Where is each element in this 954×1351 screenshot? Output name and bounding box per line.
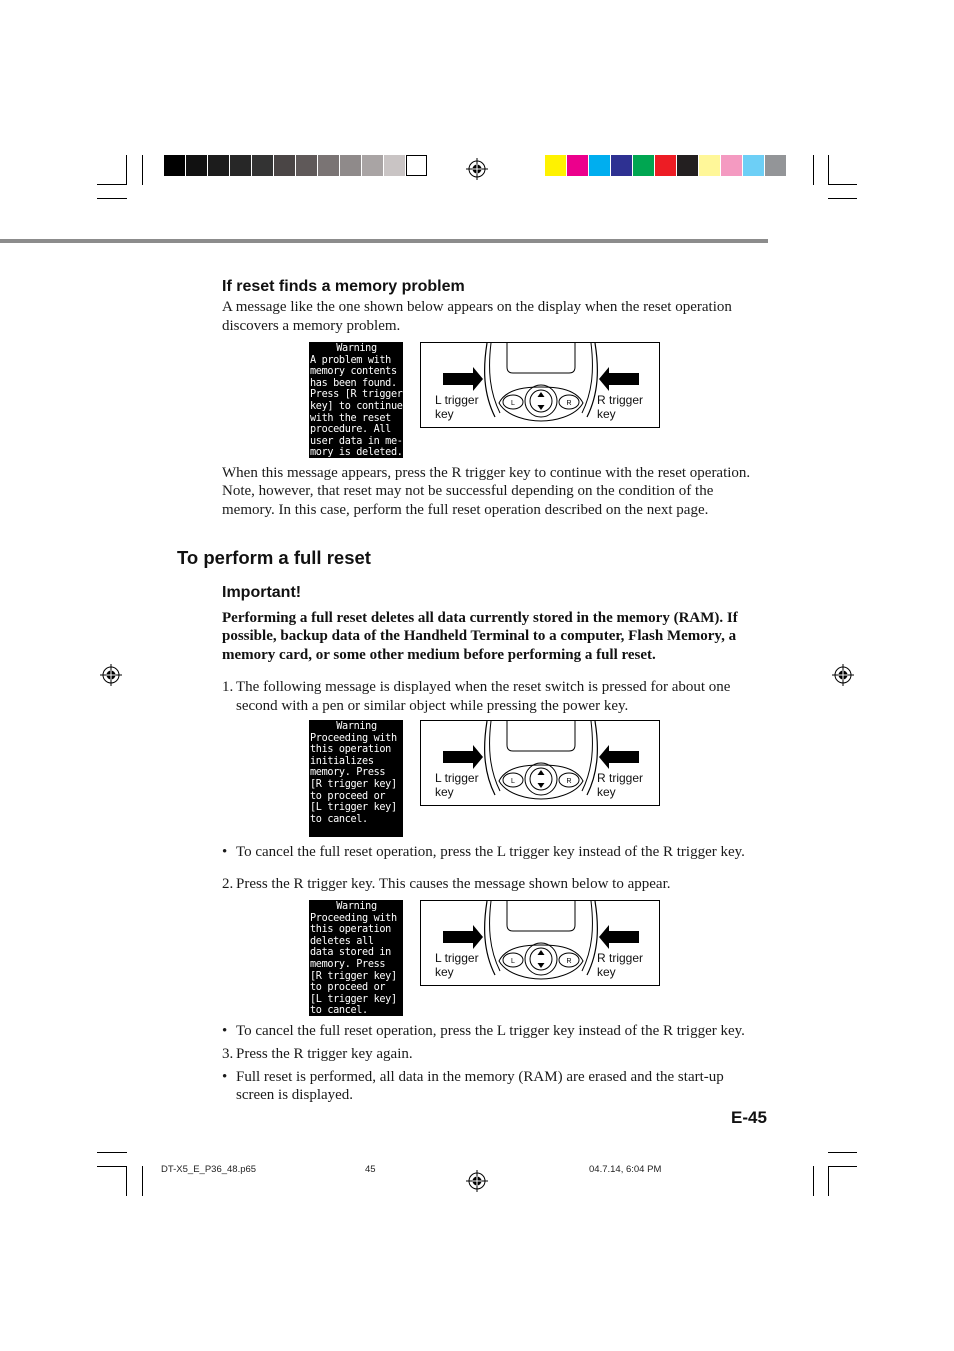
- important-text-line: possible, backup data of the Handheld Terminal to a computer, Flash Memory, a: [222, 628, 737, 644]
- registration-mark-icon: [466, 1170, 488, 1192]
- device-illustration: [420, 720, 660, 806]
- crop-mark: [828, 1166, 857, 1167]
- lcd-line: with the reset: [310, 412, 391, 424]
- color-swatch: [252, 155, 273, 176]
- paragraph-line: discovers a memory problem.: [222, 318, 401, 334]
- lcd-line: to proceed or: [310, 790, 386, 802]
- crop-mark: [828, 184, 857, 185]
- lcd-line: [R trigger key]: [310, 778, 397, 790]
- color-swatch: [611, 155, 632, 176]
- bullet-icon: •: [222, 844, 228, 860]
- crop-mark: [813, 1166, 814, 1196]
- step-number: 3.: [222, 1046, 234, 1062]
- section-heading-full-reset: To perform a full reset: [177, 547, 371, 568]
- lcd-line: [R trigger key]: [310, 970, 397, 982]
- color-swatch: [677, 155, 698, 176]
- paragraph-line: Note, however, that reset may not be successful depending on the condition of the: [222, 483, 714, 499]
- l-trigger-key-label: L trigger key: [435, 951, 479, 979]
- lcd-line: user data in me-: [310, 435, 403, 447]
- lcd-line: Warning: [336, 721, 377, 732]
- paragraph-line: When this message appears, press the R trigger key to continue with the reset operation.: [222, 465, 751, 481]
- bullet-icon: •: [222, 1069, 228, 1085]
- step-text-line: Press the R trigger key. This causes the message shown below to appear.: [236, 876, 671, 892]
- paragraph-line: memory. In this case, perform the full reset operation described on the next page.: [222, 502, 709, 518]
- color-swatch: [274, 155, 295, 176]
- registration-mark-icon: [832, 664, 854, 686]
- color-swatch: [340, 155, 361, 176]
- r-button-label: R: [566, 778, 572, 785]
- warning-message-display: [309, 900, 403, 1016]
- color-swatch: [765, 155, 786, 176]
- color-swatch: [633, 155, 654, 176]
- l-trigger-key-label: L trigger key: [435, 771, 479, 799]
- lcd-line: Press [R trigger: [310, 389, 403, 401]
- crop-mark: [126, 1166, 127, 1196]
- crop-mark: [828, 155, 829, 185]
- crop-mark: [828, 198, 857, 199]
- lcd-line: key] to continue: [310, 400, 403, 412]
- device-illustration: [420, 342, 660, 428]
- crop-mark: [828, 1166, 829, 1196]
- r-trigger-key-label: R trigger key: [597, 393, 644, 421]
- bullet-text: screen is displayed.: [236, 1087, 354, 1103]
- color-swatch: [655, 155, 676, 176]
- important-text-line: Performing a full reset deletes all data currently stored in the memory (RAM). If: [222, 610, 738, 626]
- footer-date: 04.7.14, 6:04 PM: [589, 1164, 662, 1175]
- warning-message-display: [309, 720, 403, 837]
- lcd-line: memory contents: [310, 366, 397, 378]
- lcd-line: Warning: [336, 901, 377, 912]
- l-button-label: L: [511, 958, 515, 965]
- header-rule: [0, 239, 768, 243]
- color-swatch: [208, 155, 229, 176]
- registration-mark-icon: [466, 158, 488, 180]
- lcd-line: to cancel.: [310, 813, 368, 825]
- bullet-text: To cancel the full reset operation, press the L trigger key instead of the R trigger key.: [236, 1023, 745, 1039]
- color-swatch: [721, 155, 742, 176]
- footer-page: 45: [365, 1164, 376, 1175]
- lcd-line: initializes: [310, 755, 374, 767]
- section-heading-memory-problem: If reset finds a memory problem: [222, 278, 465, 295]
- lcd-line: memory. Press: [310, 958, 386, 970]
- bullet-icon: •: [222, 1023, 228, 1039]
- color-swatch: [318, 155, 339, 176]
- r-trigger-key-label: R trigger key: [597, 771, 644, 799]
- color-swatch: [406, 155, 427, 176]
- crop-mark: [142, 155, 143, 185]
- lcd-line: memory. Press: [310, 767, 386, 779]
- color-swatch: [545, 155, 566, 176]
- lcd-line: to proceed or: [310, 982, 386, 994]
- lcd-line: procedure. All: [310, 424, 391, 436]
- lcd-line: this operation: [310, 744, 391, 756]
- l-button-label: L: [511, 778, 515, 785]
- color-swatch: [186, 155, 207, 176]
- device-illustration: [420, 900, 660, 986]
- bullet-text: To cancel the full reset operation, press the L trigger key instead of the R trigger key.: [236, 844, 745, 860]
- lcd-line: Warning: [336, 343, 377, 354]
- r-trigger-key-label: R trigger key: [597, 951, 644, 979]
- lcd-line: has been found.: [310, 377, 397, 389]
- crop-mark: [97, 1152, 127, 1153]
- page-number: E-45: [731, 1108, 767, 1127]
- lcd-line: Proceeding with: [310, 732, 397, 744]
- crop-mark: [828, 1152, 857, 1153]
- color-swatch: [567, 155, 588, 176]
- r-button-label: R: [566, 958, 572, 965]
- footer-filename: DT-X5_E_P36_48.p65: [161, 1164, 257, 1175]
- bullet-text: Full reset is performed, all data in the memory (RAM) are erased and the start-up: [236, 1069, 724, 1085]
- color-swatch: [230, 155, 251, 176]
- lcd-line: Proceeding with: [310, 912, 397, 924]
- crop-mark: [97, 1166, 127, 1167]
- step-text-line: The following message is displayed when the reset switch is pressed for about one: [236, 679, 731, 695]
- crop-mark: [813, 155, 814, 185]
- lcd-line: [L trigger key]: [310, 993, 397, 1005]
- warning-message-display: [309, 342, 403, 458]
- step-number: 1.: [222, 679, 234, 695]
- r-button-label: R: [566, 400, 572, 407]
- important-heading: Important!: [222, 584, 302, 601]
- l-trigger-key-label: L trigger key: [435, 393, 479, 421]
- color-swatch: [743, 155, 764, 176]
- color-swatch: [362, 155, 383, 176]
- step-text-line: second with a pen or similar object while pressing the power key.: [236, 698, 629, 714]
- lcd-line: to cancel.: [310, 1005, 368, 1016]
- step-text-line: Press the R trigger key again.: [236, 1046, 413, 1062]
- l-button-label: L: [511, 400, 515, 407]
- crop-mark: [126, 155, 127, 185]
- important-text-line: memory card, or some other medium before performing a full reset.: [222, 647, 656, 663]
- lcd-line: this operation: [310, 924, 391, 936]
- color-swatch: [384, 155, 405, 176]
- crop-mark: [97, 198, 127, 199]
- crop-mark: [97, 184, 127, 185]
- lcd-line: deletes all: [310, 935, 374, 947]
- step-number: 2.: [222, 876, 234, 892]
- color-swatch: [164, 155, 185, 176]
- paragraph-line: A message like the one shown below appears on the display when the reset operation: [222, 299, 732, 315]
- color-swatch: [589, 155, 610, 176]
- color-swatch: [699, 155, 720, 176]
- lcd-line: data stored in: [310, 947, 391, 959]
- crop-mark: [142, 1166, 143, 1196]
- lcd-line: mory is deleted.: [310, 447, 403, 458]
- color-swatch: [296, 155, 317, 176]
- registration-mark-icon: [100, 664, 122, 686]
- lcd-line: A problem with: [310, 354, 391, 366]
- lcd-line: [L trigger key]: [310, 802, 397, 814]
